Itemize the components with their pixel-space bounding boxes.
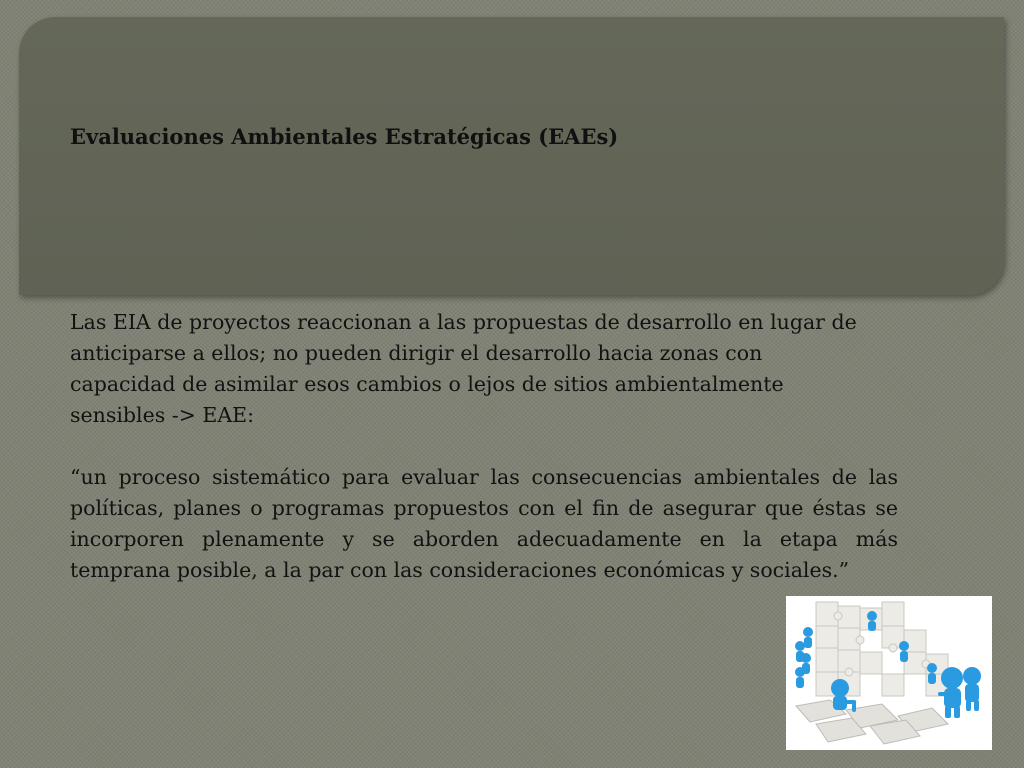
title-panel [19, 17, 1004, 295]
body-paragraph-1: Las EIA de proyectos reaccionan a las propuestas de desarrollo en lugar de anticiparse a ellos; no pueden dirigir el desarrollo hacia zonas con capacidad de asimilar esos cambios o lejos de sitios ambientalmente sensibles -> EAE: [70, 310, 857, 427]
slide-title: Evaluaciones Ambientales Estratégicas (EAEs) [70, 124, 619, 149]
slide-body [70, 307, 898, 586]
body-paragraph-2: “un proceso sistemático para evaluar las consecuencias ambientales de las políticas, planes o programas propuestos con el fin de asegurar que éstas se incorporen plenamente y se aborden adecuadamente en la etapa más temprana posible, a la par con las consideraciones económicas y sociales.” [70, 465, 898, 582]
puzzle-figures-icon [786, 596, 992, 750]
puzzle-figures-illustration [786, 596, 992, 750]
